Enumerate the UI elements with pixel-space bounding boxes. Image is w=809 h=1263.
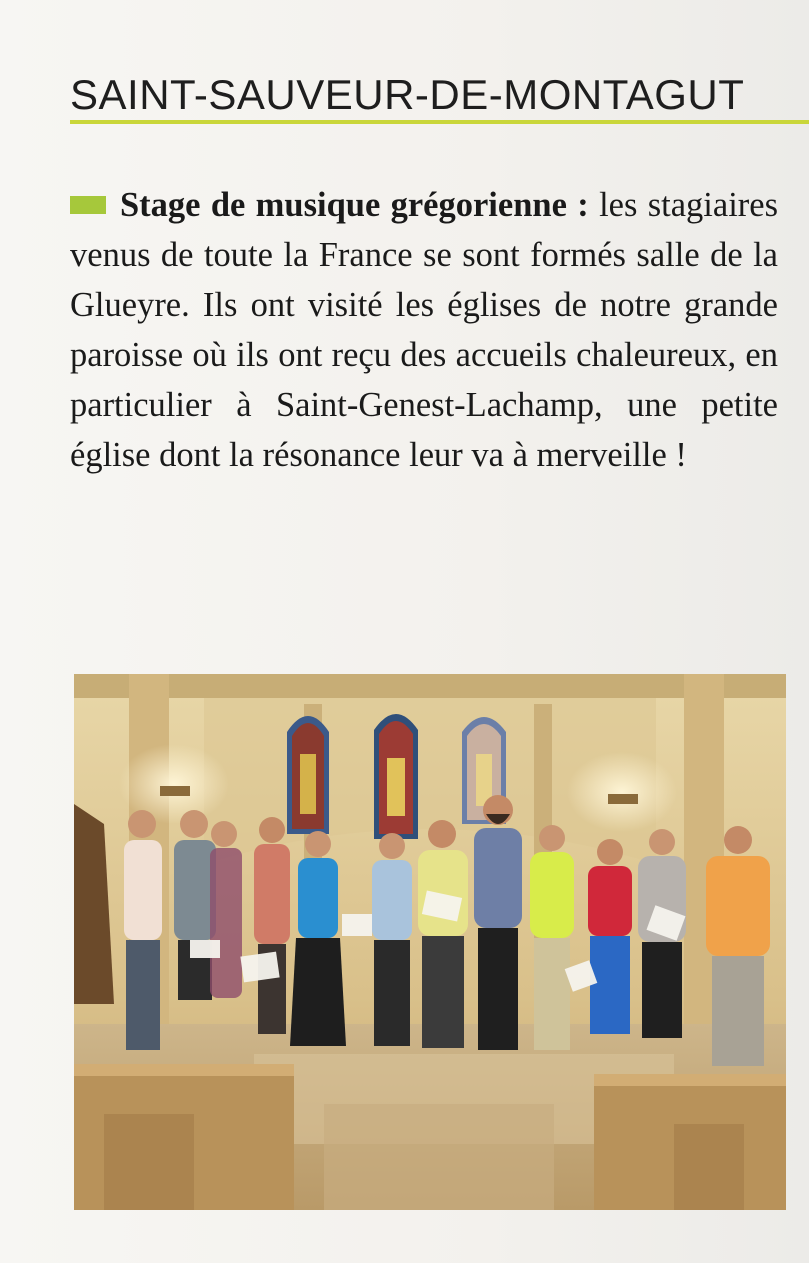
article-lead: Stage de musique grégorienne : [120, 186, 589, 224]
article-paragraph [70, 180, 778, 480]
title-underline [70, 120, 809, 124]
square-bullet-icon [70, 196, 106, 214]
group-photo [74, 674, 786, 1210]
article-body: les stagiaires venus de toute la France se sont formés salle de la Glueyre. Ils ont visité les églises de notre grande paroisse où ils ont reçu des accueils chaleureux, en particulier à Saint-Genest-Lachamp, une petite église dont la résonance leur va à merveille ! [70, 186, 779, 474]
section-title: SAINT-SAUVEUR-DE-MONTAGUT [70, 71, 745, 118]
